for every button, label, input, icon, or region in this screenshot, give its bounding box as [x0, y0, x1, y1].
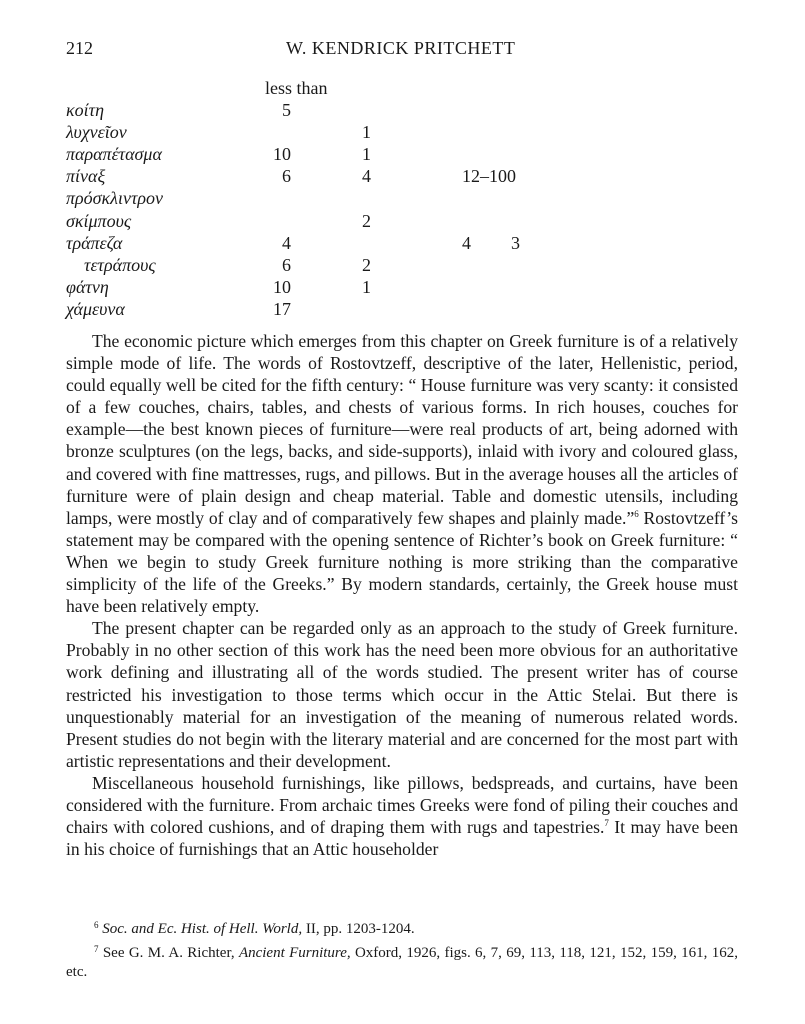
table-term: σκίμπους [66, 210, 132, 231]
table-term: τετράπους [84, 254, 156, 275]
table-count-1: 6 [282, 166, 291, 187]
table-count-2: 1 [362, 276, 371, 297]
footnote-7-rest: Oxford, 1926, figs. 6, 7, 69, 113, 118, 121, 152, 159, 161, 162, etc. [66, 944, 739, 980]
table-count-2: 4 [362, 166, 371, 187]
table-count-2: 1 [362, 122, 371, 143]
table-term: παραπέτασμα [66, 144, 162, 165]
table-row [66, 233, 586, 255]
table-count-2: 2 [362, 210, 371, 231]
table-count-3: 4 [462, 232, 471, 253]
table-count-1: 6 [282, 254, 291, 275]
table-term: λυχνεῖον [66, 122, 127, 143]
table-row [66, 277, 586, 299]
body-text [66, 330, 738, 860]
table-count-1: 17 [273, 298, 291, 319]
table-header-row [66, 78, 586, 100]
table-term: φάτνη [66, 276, 109, 297]
furniture-table [66, 78, 586, 321]
footnote-7 [66, 940, 738, 983]
table-header-less-than: less than [265, 78, 328, 98]
running-head: W. KENDRICK PRITCHETT [286, 38, 516, 58]
table-term: πρόσκλιντρον [66, 188, 164, 209]
table-row [66, 211, 586, 233]
paragraph-1 [66, 330, 738, 617]
table-term: κοίτη [66, 100, 105, 121]
footnote-6-rest: II, pp. 1203-1204. [302, 921, 415, 937]
table-count-2: 2 [362, 254, 371, 275]
table-count-1: 10 [273, 276, 291, 297]
footnote-ref-7: 7 [604, 818, 609, 829]
table-row [66, 188, 586, 210]
table-count-4: 3 [511, 232, 520, 253]
table-count-3: 12–100 [462, 166, 516, 187]
footnote-ref-6: 6 [634, 508, 639, 519]
paragraph-3-text: Miscellaneous household furnishings, like pillows, bedspreads, and curtains, have been considered with the furniture. From archaic times Greeks were fond of piling their couches and chairs with colored cushions, and of draping them with rugs and tapestries. [66, 772, 738, 838]
footnote-6-title: Soc. and Ec. Hist. of Hell. World, [102, 921, 303, 937]
footnote-7-pre: See G. M. A. Richter, [102, 944, 239, 961]
footnotes [66, 916, 738, 983]
table-row [66, 255, 586, 277]
paragraph-1-text: The economic picture which emerges from this chapter on Greek furniture is of a relatively simple mode of life. The words of Rostovtzeff, descriptive of the later, Hellenistic, period, could equally well be cited for the fifth century: “ House furniture was very scanty: it consisted of a few couches, chairs, tables, and chests of various forms. In rich houses, couches for example—the best known pieces of furniture—were real products of art, being adorned with bronze sculptures (on the legs, backs, and side-supports), inlaid with ivory and coloured glass, and covered with fine mattresses, rugs, and pillows. But in the average houses all the articles of furniture were of plain design and cheap material. Table and domestic utensils, including lamps, were mostly of clay and of comparatively few shapes and plainly made.” [66, 331, 738, 528]
footnote-7-title: Ancient Furniture, [238, 944, 351, 961]
footnote-6-mark: 6 [94, 920, 99, 930]
paragraph-2: The present chapter can be regarded only as an approach to the study of Greek furniture. Probably in no other section of this work has the need been more obvious for an authoritative work defining and illustrating all of the words studied. The present writer has of course restricted his investigation to those terms which occur in the Attic Stelai. But there is unquestionably material for an investigation of the meaning of numerous related words. Present studies do not begin with the literary material and are concerned for the most part with artistic representations and their development. [66, 618, 738, 771]
table-count-1: 5 [282, 100, 291, 121]
paragraph-3-text-cont: It may have been in his choice of furnishings that an Attic householder [66, 817, 738, 860]
table-row [66, 100, 586, 122]
table-term: τράπεζα [66, 232, 123, 253]
table-term: πίναξ [66, 166, 106, 187]
paragraph-3 [66, 772, 738, 860]
table-row [66, 144, 586, 166]
table-row [66, 299, 586, 321]
table-row [66, 166, 586, 188]
table-count-1: 4 [282, 232, 291, 253]
table-count-2: 1 [362, 144, 371, 165]
table-term: χάμευνα [66, 298, 125, 319]
paragraph-1-text-cont: Rostovtzeff’s statement may be compared with the opening sentence of Richter’s book on Greek furniture: “ When we begin to study Greek furniture nothing is more striking than the comparative simplicity of the life of the Greeks.” By modern standards, certainly, the Greek house must have been relatively empty. [66, 507, 738, 617]
page-number: 212 [66, 38, 93, 58]
table-row [66, 122, 586, 144]
footnote-7-mark: 7 [94, 943, 99, 954]
table-count-1: 10 [273, 144, 291, 165]
footnote-6 [66, 916, 738, 940]
